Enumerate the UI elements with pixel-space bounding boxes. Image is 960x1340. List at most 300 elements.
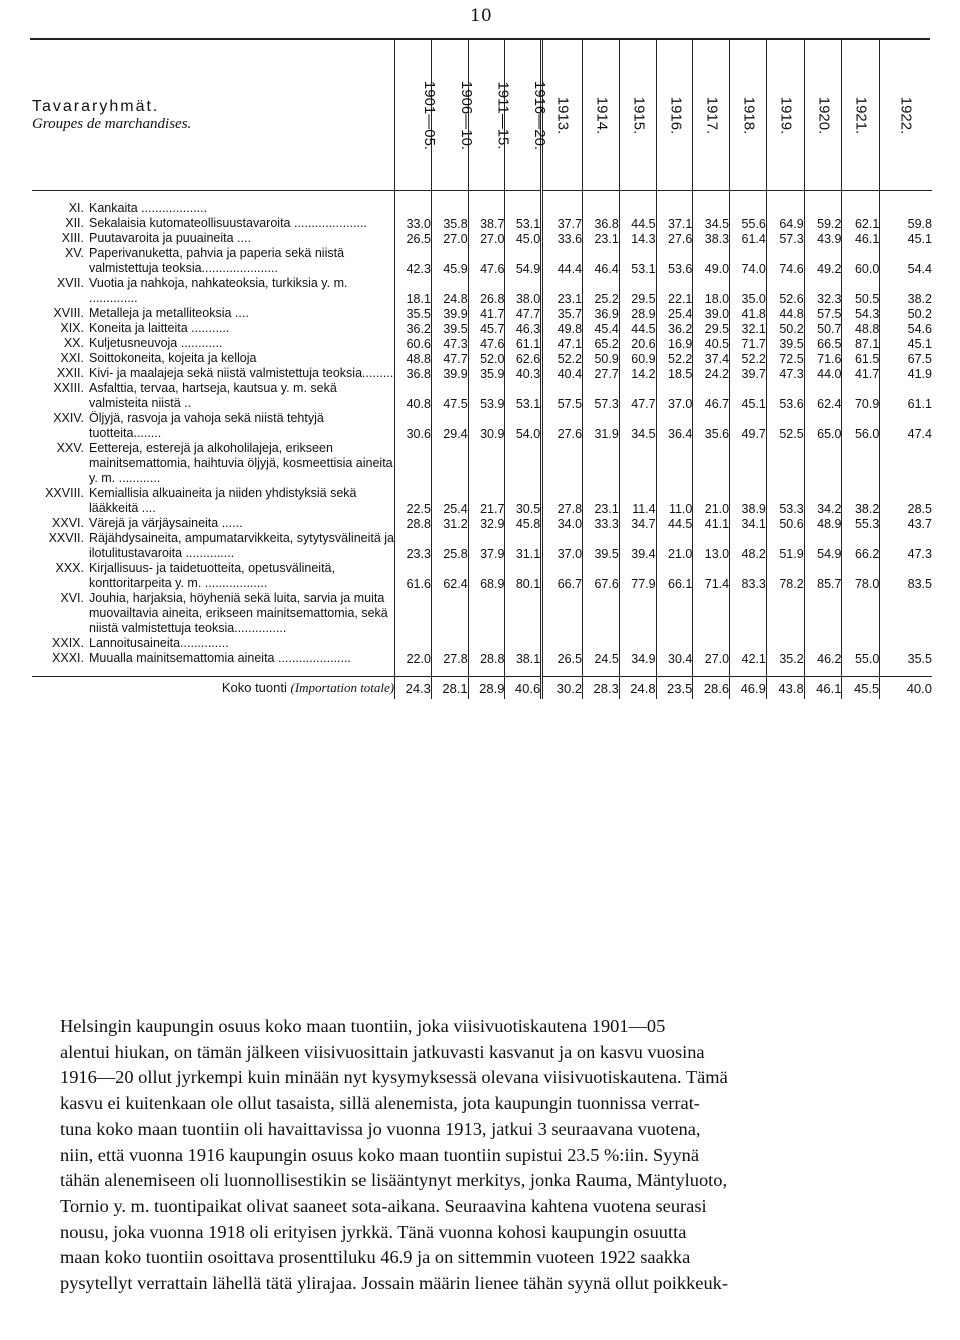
year-value: 30.4 [656,591,693,666]
year-header [766,40,804,191]
year-value: 32.1 [730,321,767,336]
year-value: 25.2 [583,276,620,306]
year-value: 49.2 [804,246,842,276]
year-value: 34.1 [730,516,767,531]
year-value: 62.4 [804,381,842,411]
year-value: 61.4 [730,231,767,246]
year-value: 55.0 [842,591,880,666]
paragraph-line: tuna koko maan tuontiin oli havaittavissa jo vuonna 1913, jatkui 3 seuraavana vuotena, [60,1118,701,1139]
year-value: 37.0 [656,381,693,411]
year-value: 53.6 [656,246,693,276]
year-value: 43.9 [804,231,842,246]
category-entry [32,306,394,321]
category-entry [32,591,394,636]
category-code: XI. [68,201,84,215]
year-value: 22.1 [656,276,693,306]
year-label: 1922. [897,96,915,134]
period-value: 47.5 [431,381,468,411]
year-value: 27.8 [542,441,583,516]
category-entry [32,231,394,246]
period-value: 26.8 [468,276,505,306]
year-value: 83.3 [730,561,767,591]
period-value: 45.7 [468,321,505,336]
year-value: 46.7 [693,381,730,411]
year-value: 36.4 [656,411,693,441]
year-value: 71.7 [730,336,767,351]
year-value: 28.5 [880,441,932,516]
table-row [32,276,932,306]
year-value: 50.6 [766,516,804,531]
year-value: 74.0 [730,246,767,276]
year-value: 21.0 [656,531,693,561]
year-value: 39.7 [730,366,767,381]
year-value: 36.8 [583,201,620,231]
total-value: 28.6 [693,677,730,700]
period-value: 38.1 [505,591,542,666]
year-value: 59.2 [804,201,842,231]
total-value: 23.5 [656,677,693,700]
period-value: 29.4 [431,411,468,441]
year-value: 47.4 [880,411,932,441]
year-value: 65.0 [804,411,842,441]
period-value: 36.8 [395,366,432,381]
year-value: 50.2 [880,306,932,321]
category-entry [32,561,394,591]
year-value: 21.0 [693,441,730,516]
year-value: 45.1 [880,336,932,351]
year-value: 44.5 [656,516,693,531]
period-value: 30.9 [468,411,505,441]
period-value: 28.8 [468,591,505,666]
category-entry [32,246,394,276]
table-row [32,531,932,561]
year-value: 38.2 [880,276,932,306]
year-value: 24.2 [693,366,730,381]
year-value: 11.4 [619,441,656,516]
total-value: 24.3 [395,677,432,700]
year-value: 40.5 [693,336,730,351]
total-value: 24.8 [619,677,656,700]
year-value: 61.5 [842,351,880,366]
total-value: 43.8 [766,677,804,700]
year-header [842,40,880,191]
table-row [32,336,932,351]
spacer-cell [32,191,395,202]
body-paragraph [60,1014,932,1297]
year-value: 44.4 [542,246,583,276]
year-value: 85.7 [804,561,842,591]
year-value: 27.6 [656,231,693,246]
category-label: Kankaita ................... [89,201,208,215]
table-row [32,561,932,591]
year-value: 38.2 [842,441,880,516]
year-header [880,40,932,191]
period-value: 48.8 [395,351,432,366]
year-value: 66.5 [804,336,842,351]
category-code: XIII. [61,231,84,245]
group-label-cell [32,321,395,336]
year-value: 72.5 [766,351,804,366]
period-value: 39.9 [431,366,468,381]
year-value: 31.9 [583,411,620,441]
year-value: 33.6 [542,231,583,246]
group-label-cell [32,231,395,246]
period-value: 42.3 [395,246,432,276]
category-label: Kuljetusneuvoja ............ [89,336,223,350]
group-label-cell [32,351,395,366]
year-value: 48.9 [804,516,842,531]
category-label: Värejä ja värjäysaineita ...... [89,516,243,530]
category-label: Öljyjä, rasvoja ja vahoja sekä niistä tehtyjä tuotteita........ [89,411,324,440]
category-entry [32,411,394,441]
category-entry [32,636,394,651]
year-value: 27.6 [542,411,583,441]
group-label-cell [32,306,395,321]
period-value: 38.7 [468,201,505,231]
category-entry [32,486,394,516]
period-value: 22.0 [395,591,432,666]
year-value: 34.2 [804,441,842,516]
year-value: 74.6 [766,246,804,276]
year-value: 71.6 [804,351,842,366]
category-label: Kemiallisia alkuaineita ja niiden yhdistyksiä sekä lääkkeitä .... [89,486,357,515]
category-label: Kirjallisuus- ja taidetuotteita, opetusvälineitä, konttoritarpeita y. m. .................. [89,561,335,590]
table-row [32,516,932,531]
group-label-cell [32,276,395,306]
year-value: 34.0 [542,516,583,531]
period-value: 47.7 [431,351,468,366]
total-value: 28.1 [431,677,468,700]
year-value: 39.5 [583,531,620,561]
year-value: 29.5 [693,321,730,336]
year-value: 49.0 [693,246,730,276]
year-value: 36.9 [583,306,620,321]
category-label: Muualla mainitsemattomia aineita ..................... [89,651,351,665]
group-label-cell [32,441,395,516]
group-label-cell [32,561,395,591]
year-value: 11.0 [656,441,693,516]
group-label-cell [32,381,395,411]
category-code: XVI. [60,591,84,605]
year-value: 53.3 [766,441,804,516]
year-value: 83.5 [880,561,932,591]
year-value: 41.8 [730,306,767,321]
year-value: 70.9 [842,381,880,411]
period-value: 54.9 [505,246,542,276]
category-entry [32,441,394,486]
period-value: 27.0 [468,231,505,246]
category-code: XXXI. [52,651,84,665]
table-row [32,411,932,441]
year-value: 20.6 [619,336,656,351]
year-value: 47.3 [766,366,804,381]
year-value: 18.5 [656,366,693,381]
year-value: 66.7 [542,561,583,591]
period-value: 39.5 [431,321,468,336]
year-value: 54.6 [880,321,932,336]
year-value: 27.7 [583,366,620,381]
category-code: XV. [64,246,84,260]
period-value: 45.9 [431,246,468,276]
category-label: Sekalaisia kutomateollisuustavaroita ..................... [89,216,367,230]
category-code: XIX. [60,321,84,335]
period-value: 28.8 [395,516,432,531]
year-header [693,40,730,191]
year-value: 25.4 [656,306,693,321]
total-value: 46.1 [804,677,842,700]
period-value: 39.9 [431,306,468,321]
year-value: 39.5 [766,336,804,351]
period-value: 26.5 [395,231,432,246]
year-value: 46.1 [842,231,880,246]
period-value: 31.1 [505,531,542,561]
year-value: 41.7 [842,366,880,381]
category-entry [32,336,394,351]
period-label: 1906—10. [458,80,476,150]
group-label-cell [32,411,395,441]
period-value: 46.3 [505,321,542,336]
year-value: 39.0 [693,306,730,321]
year-value: 44.0 [804,366,842,381]
group-label-cell [32,336,395,351]
year-value: 47.3 [880,531,932,561]
category-label: Räjähdysaineita, ampumatarvikkeita, sytytysvälineitä ja ilotulitustavaroita .............. [89,531,394,560]
year-value: 35.6 [693,411,730,441]
category-entry [32,381,394,411]
category-label: Metalleja ja metalliteoksia .... [89,306,249,320]
year-value: 29.5 [619,276,656,306]
year-value: 47.1 [542,336,583,351]
period-value: 31.2 [431,516,468,531]
page-number: 10 [470,6,492,26]
period-value: 37.9 [468,531,505,561]
total-label: Koko tuonti (Importation totale) [32,677,395,700]
period-header [395,40,439,191]
year-value: 28.9 [619,306,656,321]
year-label: 1916. [666,96,684,134]
period-value: 53.1 [505,201,542,231]
year-value: 45.4 [583,321,620,336]
category-entry [32,276,394,306]
period-value: 45.8 [505,516,542,531]
group-label-cell [32,591,395,666]
year-label: 1918. [740,96,758,134]
category-label: Paperivanuketta, pahvia ja paperia sekä niistä valmistettuja teoksia...................... [89,246,345,275]
category-code: XXVII. [48,531,84,545]
period-value: 25.8 [431,531,468,561]
year-value: 24.5 [583,591,620,666]
year-value: 57.3 [583,381,620,411]
period-value: 35.8 [431,201,468,231]
period-value: 30.6 [395,411,432,441]
paragraph-line: pysytellyt verrattain lähellä tätä ylirajaa. Jossain määrin lienee tähän syynä ollut poikkeuk- [60,1273,728,1294]
total-value: 28.3 [583,677,620,700]
period-value: 35.9 [468,366,505,381]
total-value: 40.6 [505,677,542,700]
year-value: 52.2 [542,351,583,366]
period-value: 36.2 [395,321,432,336]
year-value: 44.5 [619,321,656,336]
category-code: XVII. [56,276,84,290]
header-label-fr: Groupes de marchandises. [32,115,192,132]
period-value: 27.0 [431,231,468,246]
category-code: XXII. [56,366,84,380]
period-value: 68.9 [468,561,505,591]
period-value: 47.6 [468,336,505,351]
year-value: 35.5 [880,591,932,666]
year-value: 55.6 [730,201,767,231]
year-value: 50.5 [842,276,880,306]
year-value: 78.0 [842,561,880,591]
period-value: 53.1 [505,381,542,411]
year-value: 46.4 [583,246,620,276]
year-value: 52.6 [766,276,804,306]
group-label-cell [32,531,395,561]
category-label: Koneita ja laitteita ........... [89,321,230,335]
year-value: 38.3 [693,231,730,246]
year-value: 23.1 [542,276,583,306]
category-entry [32,216,394,231]
year-value: 14.3 [619,231,656,246]
period-value: 62.6 [505,351,542,366]
total-value: 46.9 [730,677,767,700]
year-value: 62.1 [842,201,880,231]
year-value: 37.7 [542,201,583,231]
year-value: 46.2 [804,591,842,666]
year-header [730,40,767,191]
year-value: 71.4 [693,561,730,591]
category-code: XII. [65,216,84,230]
table-row [32,351,932,366]
category-code: XXIX. [52,636,84,650]
year-value: 40.4 [542,366,583,381]
category-code: XXI. [60,351,84,365]
year-value: 65.2 [583,336,620,351]
year-value: 18.0 [693,276,730,306]
category-label: Eettereja, esterejä ja alkoholilajeja, erikseen mainitsemattomia, haihtuvia öljyjä, kosmeettisia aineita y. m. ............ [89,441,393,485]
paragraph-line: alentui hiukan, on tämän jälkeen viisivuosittain jatkuvasti kasvanut ja on kasvu vuosina [60,1041,705,1062]
period-value: 62.4 [431,561,468,591]
year-value: 41.9 [880,366,932,381]
paragraph-line: Helsingin kaupungin osuus koko maan tuontiin, joka viisivuotiskautena 1901—05 [60,1016,666,1036]
category-label: Soittokoneita, kojeita ja kelloja [89,351,257,365]
year-value: 52.2 [730,351,767,366]
category-code: XXIII. [53,381,84,395]
period-label: 1911—15. [494,80,512,150]
header-label-cell [32,40,395,191]
period-value: 35.5 [395,306,432,321]
year-header [583,40,620,191]
year-value: 49.8 [542,321,583,336]
total-value: 30.2 [542,677,583,700]
category-entry [32,531,394,561]
year-value: 35.2 [766,591,804,666]
year-header [619,40,656,191]
year-value: 36.2 [656,321,693,336]
table-row [32,366,932,381]
total-value: 45.5 [842,677,880,700]
period-value: 21.7 [468,441,505,516]
period-label: 1916—20. [531,80,549,150]
category-code: XXX. [55,561,84,575]
year-value: 87.1 [842,336,880,351]
year-value: 60.9 [619,351,656,366]
year-value: 55.3 [842,516,880,531]
category-entry [32,651,394,666]
table-row [32,246,932,276]
year-value: 42.1 [730,591,767,666]
year-value: 51.9 [766,531,804,561]
table-body [32,191,932,677]
year-value: 67.5 [880,351,932,366]
category-code: XXVI. [52,516,84,530]
period-value: 32.9 [468,516,505,531]
year-value: 16.9 [656,336,693,351]
year-value: 53.6 [766,381,804,411]
year-value: 13.0 [693,531,730,561]
period-value: 23.3 [395,531,432,561]
year-label: 1917. [703,96,721,134]
year-value: 54.4 [880,246,932,276]
year-value: 44.8 [766,306,804,321]
period-value: 41.7 [468,306,505,321]
category-entry [32,321,394,336]
year-value: 45.1 [730,381,767,411]
year-value: 59.8 [880,201,932,231]
year-value: 50.7 [804,321,842,336]
year-value: 44.5 [619,201,656,231]
paragraph-line: tähän alenemiseen oli luonnollisestikin se lisääntynyt merkitys, jonka Rauma, Mäntyluoto, [60,1170,728,1191]
table-row [32,306,932,321]
category-label: Asfalttia, tervaa, hartseja, kautsua y. m. sekä valmisteita niistä .. [89,381,337,410]
group-label-cell [32,366,395,381]
period-value: 27.8 [431,591,468,666]
year-value: 41.1 [693,516,730,531]
year-value: 53.1 [619,246,656,276]
year-label: 1920. [814,96,832,134]
period-value: 22.5 [395,441,432,516]
year-value: 50.9 [583,351,620,366]
group-label-cell [32,516,395,531]
year-value: 57.3 [766,231,804,246]
period-value: 47.7 [505,306,542,321]
year-value: 57.5 [542,381,583,411]
year-value: 64.9 [766,201,804,231]
year-value: 45.1 [880,231,932,246]
total-value: 28.9 [468,677,505,700]
table-row [32,321,932,336]
year-label: 1914. [593,96,611,134]
year-header [656,40,693,191]
category-code: XXIV. [53,411,84,425]
period-value: 24.8 [431,276,468,306]
year-header [804,40,842,191]
year-value: 48.8 [842,321,880,336]
paragraph-line: maan koko tuontiin osoittava prosenttiluku 46.9 ja on sittemmin vuoteen 1922 saakka [60,1247,691,1268]
paragraph-line: Tornio y. m. tuontipaikat olivat saaneet sota-aikana. Seuraavina kahtena vuotena seurasi [60,1195,707,1216]
year-label: 1915. [630,96,648,134]
year-value: 52.5 [766,411,804,441]
year-value: 77.9 [619,561,656,591]
table-row [32,381,932,411]
year-value: 47.7 [619,381,656,411]
year-label: 1913. [554,96,572,134]
category-entry [32,201,394,216]
category-entry [32,516,394,531]
year-value: 35.7 [542,306,583,321]
year-value: 56.0 [842,411,880,441]
spacer-cell [32,666,395,677]
